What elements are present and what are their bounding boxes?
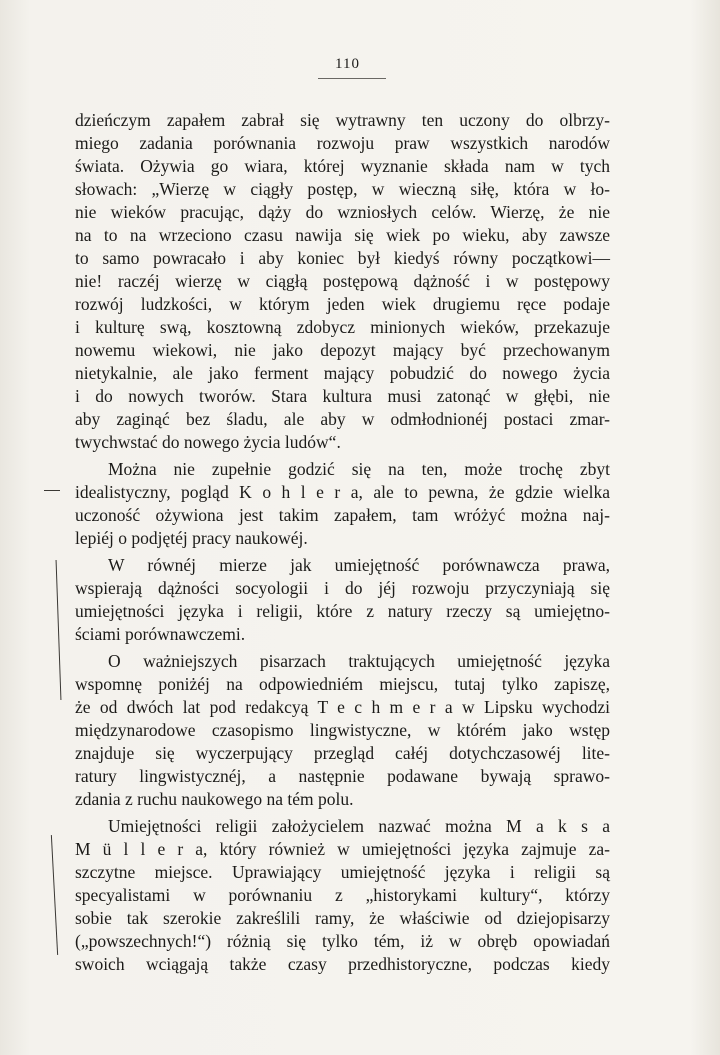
text-line: zdania z ruchu naukowego na tém polu. [75, 789, 354, 809]
text-line: O ważniejszych pisarzach traktujących umiejętność języka [108, 651, 610, 671]
margin-pencil-line-lower [51, 835, 58, 955]
text-line: rozwój ludzkości, w którym jeden wiek drugiemu ręce podaje [75, 294, 610, 314]
text-line: nowemu wiekowi, nie jako depozyt mający być przechowanym [75, 340, 610, 360]
text-line: sobie tak szerokie zakreślili ramy, że właściwie od dziejopisarzy [75, 908, 610, 928]
text-line: Umiejętności religii założycielem nazwać można M a k s a [108, 816, 610, 836]
margin-pencil-line-upper [56, 560, 62, 700]
text-line: i do nowych tworów. Stara kultura musi zatonąć w głębi, nie [75, 386, 610, 406]
text-line: swoich wciągają także czasy przedhistoryczne, podczas kiedy [75, 954, 610, 974]
text-line: międzynarodowe czasopismo lingwistyczne, w którém jako wstęp [75, 720, 610, 740]
text-line: że od dwóch lat pod redakcyą T e c h m e r a w Lipsku wychodzi [75, 697, 610, 717]
page-number-rule [318, 78, 386, 79]
text-line: twychwstać do nowego życia ludów“. [75, 432, 341, 452]
text-line: umiejętności języka i religii, które z natury rzeczy są umiejętno- [75, 601, 610, 621]
text-line: i kulturę swą, kosztowną zdobycz minionych wieków, przekazuje [75, 317, 610, 337]
text-line: aby zaginąć bez śladu, ale aby w odmłodnionéj postaci zmar- [75, 409, 610, 429]
text-line: lepiéj o podjętéj pracy naukowéj. [75, 528, 308, 548]
text-line: znajduje się wyczerpujący przegląd całéj dotychczasowéj lite- [75, 743, 610, 763]
text-line: to samo powracało i aby koniec był kiedyś równy początkowi— [75, 248, 610, 268]
text-line: W równéj mierze jak umiejętność porównawcza prawa, [108, 555, 610, 575]
text-line: wspomnę poniżéj na odpowiedniém miejscu, tutaj tylko zapiszę, [75, 674, 610, 694]
text-line: nietykalnie, ale jako ferment mający pobudzić do nowego życia [75, 363, 610, 383]
text-line: szczytne miejsce. Uprawiający umiejętność języka i religii są [75, 862, 610, 882]
text-line: Można nie zupełnie godzić się na ten, może trochę zbyt [108, 459, 610, 479]
text-line: słowach: „Wierzę w ciągły postęp, w wieczną siłę, która w ło- [75, 179, 610, 199]
page-number: 110 [335, 56, 360, 72]
text-line: nie wieków pracując, dąży do wzniosłych celów. Wierzę, że nie [75, 202, 610, 222]
text-line: świata. Ożywia go wiara, której wyznanie składa nam w tych [75, 156, 610, 176]
text-line: nie! raczéj wierzę w ciągłą postępową dążność i w postępowy [75, 271, 610, 291]
margin-pencil-dash [44, 490, 60, 491]
text-line: na to na wrzeciono czasu nawija się wiek po wieku, aby zawsze [75, 225, 610, 245]
text-line: miego zadania porównania rozwoju praw wszystkich narodów [75, 133, 610, 153]
text-line: M ü l l e r a, który również w umiejętności języka zajmuje za- [75, 839, 610, 859]
text-line: („powszechnych!“) różnią się tylko tém, iż w obręb opowiadań [75, 931, 610, 951]
text-line: specyalistami w porównaniu z „historykami kultury“, którzy [75, 885, 610, 905]
text-line: uczoność ożywiona jest takim zapałem, tam wróżyć można naj- [75, 505, 610, 525]
text-line: wspierają dążności socyologii i do jéj rozwoju przyczyniają się [75, 578, 610, 598]
text-line: dzieńczym zapałem zabrał się wytrawny ten uczony do olbrzy- [75, 110, 610, 130]
text-line: idealistyczny, pogląd K o h l e r a, ale to pewna, że gdzie wielka [75, 482, 610, 502]
text-line: ratury lingwistycznéj, a następnie podawane bywają sprawo- [75, 766, 610, 786]
text-line: ściami porównawczemi. [75, 624, 246, 644]
